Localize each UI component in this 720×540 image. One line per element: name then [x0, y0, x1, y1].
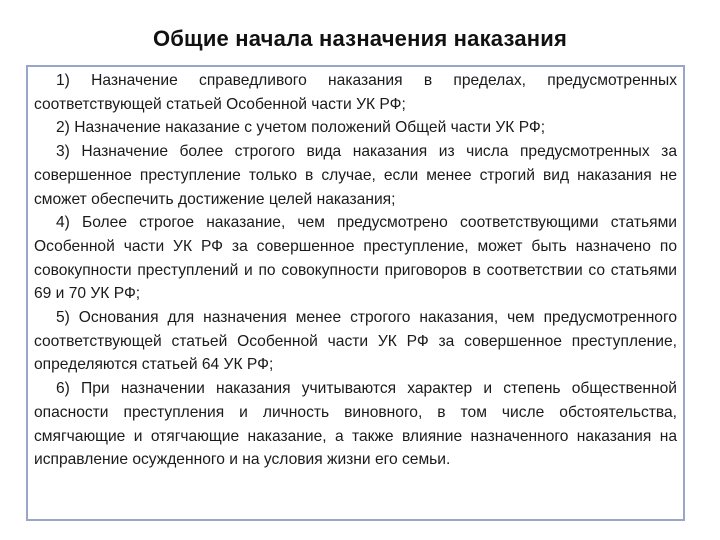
principle-item-2: 2) Назначение наказание с учетом положений Общей части УК РФ;	[56, 119, 546, 137]
principle-item-1: 1) Назначение справедливого наказания в пределах, предусмотренных соответствующей статьей Особенной части УК РФ;	[34, 72, 677, 113]
principle-item-6: 6) При назначении наказания учитываются характер и степень общественной опасности преступления и личность виновного, в том числе обстоятельства, смягчающие и отягчающие наказание, а также влияние назначенного наказания на исправление осужденного и на условия жизни его семьи.	[34, 380, 677, 469]
principle-item-4: 4) Более строгое наказание, чем предусмотрено соответствующими статьями Особенной части УК РФ за совершенное преступление, может быть назначено по совокупности преступлений и по совокупности приговоров в соответствии со статьями 69 и 70 УК РФ;	[34, 214, 677, 303]
principle-item-5: 5) Основания для назначения менее строгого наказания, чем предусмотренного соответствующей статьей Особенной части УК РФ за совершенное преступление, определяются статьей 64 УК РФ;	[34, 309, 677, 374]
principle-item-3: 3) Назначение более строгого вида наказания из числа предусмотренных за совершенное преступление только в случае, если менее строгий вид наказания не сможет обеспечить достижение целей наказания;	[34, 143, 677, 208]
slide-title: Общие начала назначения наказания	[152, 26, 568, 51]
content-box	[26, 65, 685, 521]
